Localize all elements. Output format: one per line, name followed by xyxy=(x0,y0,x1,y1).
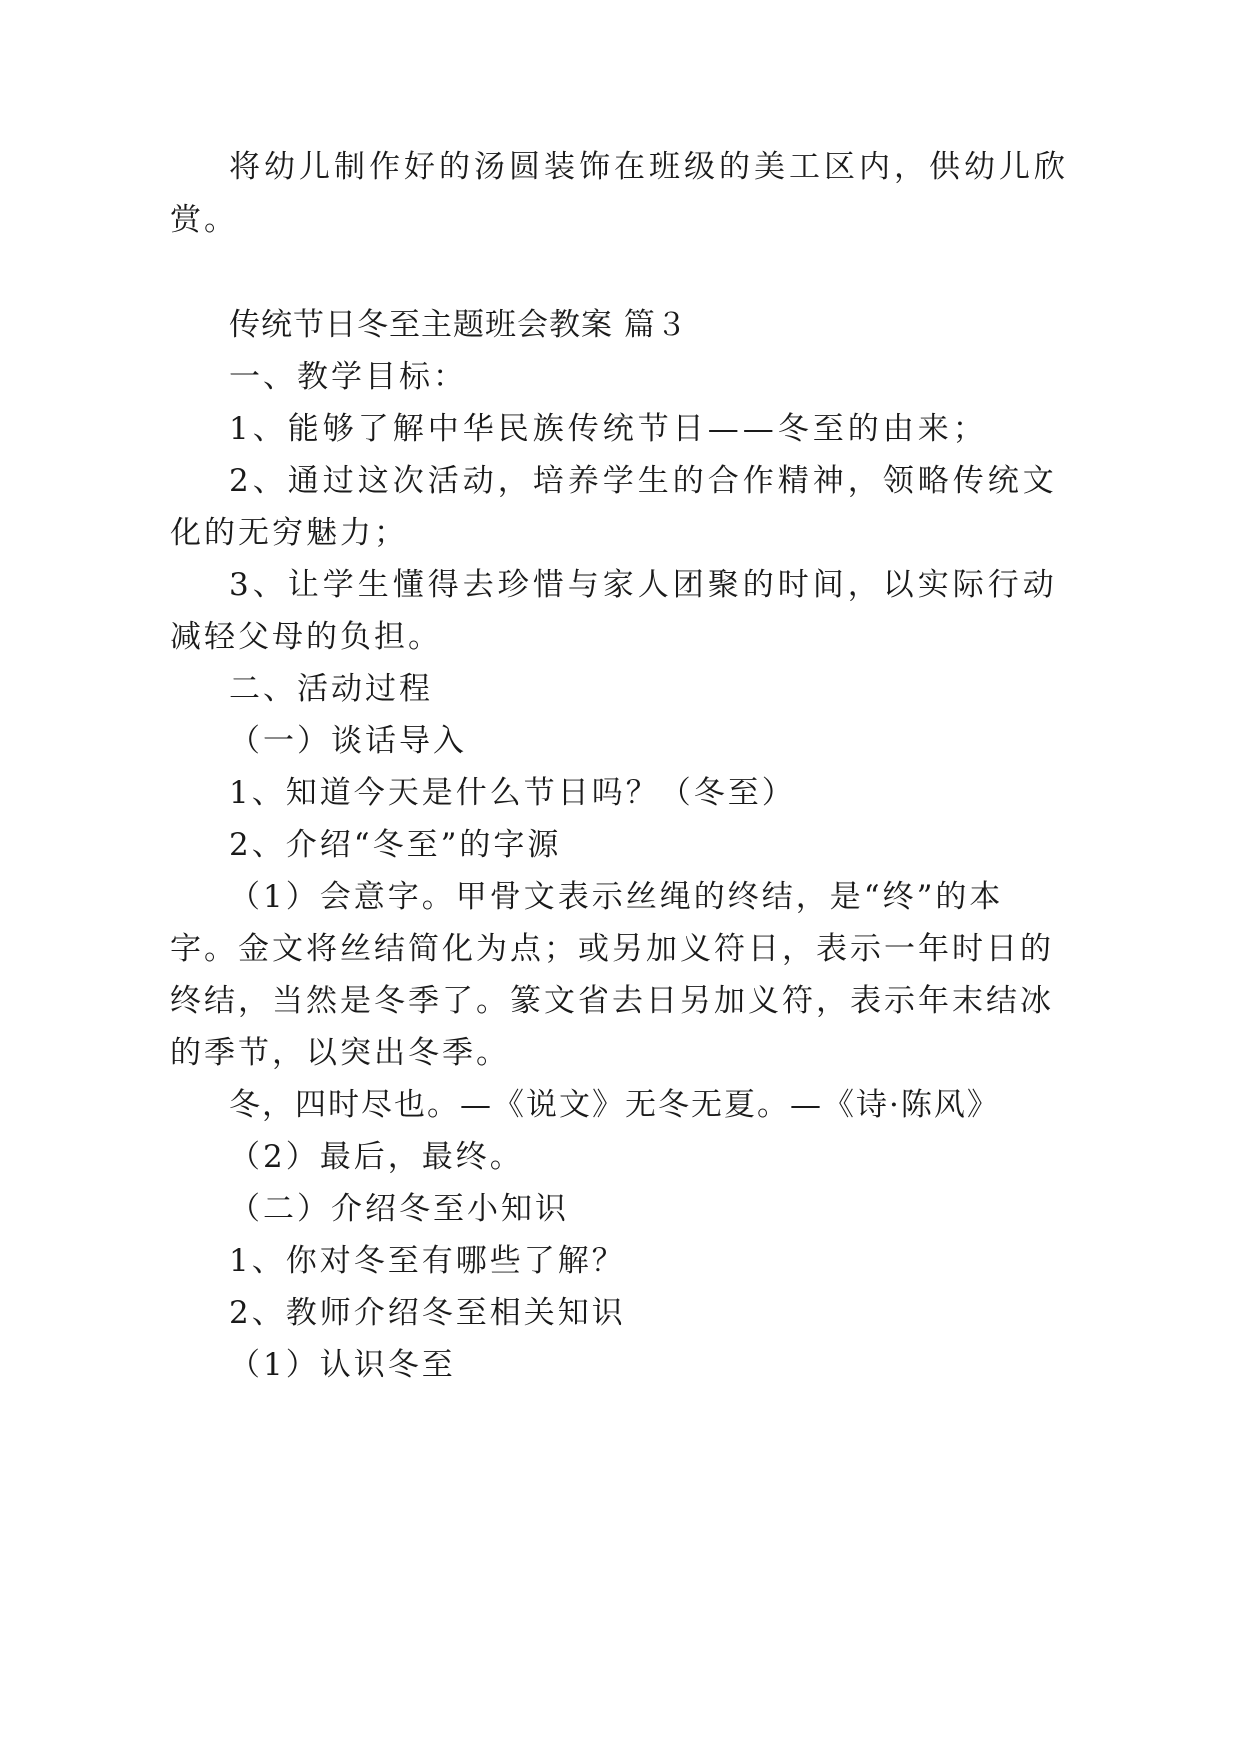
subheading: （一）谈话导入 xyxy=(229,723,467,759)
list-item: 2、介绍“冬至”的字源 xyxy=(229,827,562,863)
list-item: （1）认识冬至 xyxy=(229,1347,456,1383)
list-item: 2、教师介绍冬至相关知识 xyxy=(229,1295,626,1331)
quotation-line: 冬，四时尽也。—《说文》无冬无夏。—《诗·陈风》 xyxy=(229,1087,1000,1123)
list-item: 1、你对冬至有哪些了解？ xyxy=(229,1243,626,1279)
heading-teaching-goals: 一、教学目标： xyxy=(229,359,467,395)
paragraph-line: 减轻父母的负担。 xyxy=(170,619,442,655)
list-item: 3、让学生懂得去珍惜与家人团聚的时间，以实际行动 xyxy=(229,567,1058,603)
paragraph-line: 将幼儿制作好的汤圆装饰在班级的美工区内，供幼儿欣 xyxy=(229,149,1069,185)
list-item: （1）会意字。甲骨文表示丝绳的终结，是“终”的本 xyxy=(229,879,1004,915)
list-item: 1、能够了解中华民族传统节日——冬至的由来； xyxy=(229,411,988,447)
paragraph-line: 终结，当然是冬季了。篆文省去日另加义符，表示年末结冰 xyxy=(170,983,1054,1019)
paragraph-line: 化的无穷魅力； xyxy=(170,515,408,551)
paragraph-line: 赏。 xyxy=(170,202,238,238)
subheading: （二）介绍冬至小知识 xyxy=(229,1191,569,1227)
section-title: 传统节日冬至主题班会教案 篇３ xyxy=(229,307,688,343)
list-item: （2）最后，最终。 xyxy=(229,1139,524,1175)
paragraph-line: 字。金文将丝结简化为点；或另加义符日，表示一年时日的 xyxy=(170,931,1054,967)
heading-activity-process: 二、活动过程 xyxy=(229,671,433,707)
list-item: 2、通过这次活动，培养学生的合作精神，领略传统文 xyxy=(229,463,1058,499)
list-item: 1、知道今天是什么节日吗？（冬至） xyxy=(229,775,796,811)
paragraph-line: 的季节，以突出冬季。 xyxy=(170,1035,510,1071)
